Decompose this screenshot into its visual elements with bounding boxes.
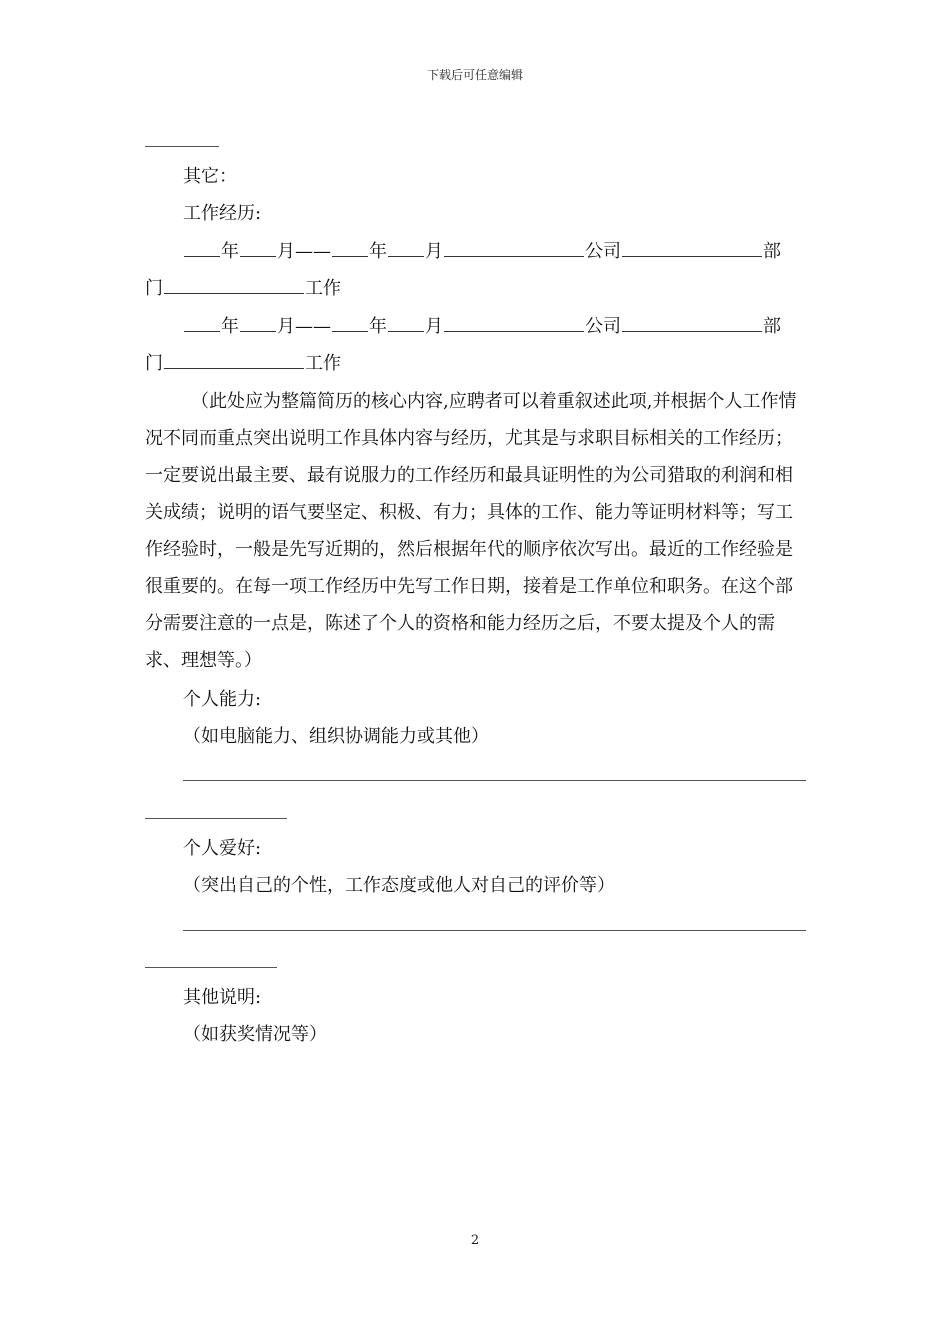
hobby-hint: （突出自己的个性，工作态度或他人对自己的评价等） <box>183 875 615 896</box>
work-entry-line: 门 工作 <box>145 275 341 302</box>
hobby-label: 个人爱好: <box>183 838 262 859</box>
remarks-label: 其他说明: <box>183 987 262 1008</box>
work-entry-line: 年 月—— 年 月 公司 部 <box>183 238 781 265</box>
hobby-blank-line <box>145 967 277 968</box>
remarks-hint: （如获奖情况等） <box>183 1024 327 1045</box>
page-header: 下载后可任意编辑 <box>426 68 523 82</box>
page-number: 2 <box>470 1233 480 1248</box>
other-label: 其它： <box>183 166 237 187</box>
ability-blank-line <box>183 780 806 781</box>
work-entry-line: 门 工作 <box>145 350 341 377</box>
work-experience-note: （此处应为整篇简历的核心内容,应聘者可以着重叙述此项,并根据个人工作情况不同而重点突出说明工作具体内容与经历，尤其是与求职目标相关的工作经历；一定要说出最主要、最有说服力的工作经历和最具证明性的为公司猎取的利润和相关成绩；说明的语气要坚定、积极、有力；具体的工作、能力等证明材料等；写工作经验时，一般是先写近期的，然后根据年代的顺序依次写出。最近的工作经验是很重要的。在每一项工作经历中先写工作日期，接着是工作单位和职务。在这个部分需要注意的一点是，陈述了个人的资格和能力经历之后，不要太提及个人的需求、理想等。） <box>145 391 797 671</box>
work-experience-label: 工作经历: <box>183 203 262 224</box>
ability-blank-line <box>145 818 287 819</box>
blank-line <box>145 146 219 147</box>
work-entry-line: 年 月—— 年 月 公司 部 <box>183 313 781 340</box>
ability-label: 个人能力: <box>183 689 262 710</box>
ability-hint: （如电脑能力、组织协调能力或其他） <box>183 726 489 747</box>
hobby-blank-line <box>183 930 806 931</box>
